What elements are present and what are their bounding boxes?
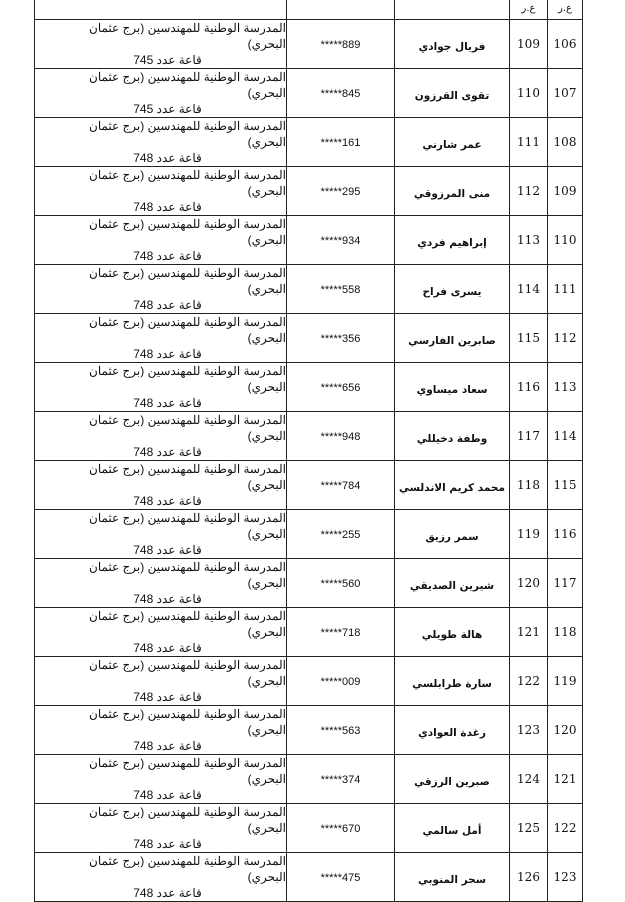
row-name-cell: وطفة دخيللي [395, 412, 510, 461]
room-number: قاعة عدد 748 [133, 347, 202, 361]
row-number-cell: 114 [510, 265, 548, 314]
row-name-cell: فريال جوادي [395, 20, 510, 69]
row-number-cell: 113 [510, 216, 548, 265]
table-row [35, 804, 583, 853]
row-room-cell [35, 314, 287, 363]
row-room-cell [35, 265, 287, 314]
row-seq-cell: 122 [548, 804, 583, 853]
row-name-cell: إبراهيم فردي [395, 216, 510, 265]
row-number-cell: 116 [510, 363, 548, 412]
row-name-cell: عمر شارني [395, 118, 510, 167]
room-institution: المدرسة الوطنية للمهندسين (برج عثمان البحري) [89, 315, 286, 345]
room-institution: المدرسة الوطنية للمهندسين (برج عثمان البحري) [89, 854, 286, 884]
row-id-cell: *****009 [287, 657, 395, 706]
table-row [35, 20, 583, 69]
room-institution: المدرسة الوطنية للمهندسين (برج عثمان البحري) [89, 21, 286, 51]
row-seq-cell: 117 [548, 559, 583, 608]
row-room-cell [35, 461, 287, 510]
table-row [35, 608, 583, 657]
row-room-cell [35, 559, 287, 608]
document-page [40, 0, 583, 902]
room-institution: المدرسة الوطنية للمهندسين (برج عثمان البحري) [89, 266, 286, 296]
row-name-cell: سمر رزيق [395, 510, 510, 559]
row-id-cell: *****356 [287, 314, 395, 363]
room-institution: المدرسة الوطنية للمهندسين (برج عثمان البحري) [89, 462, 286, 492]
row-number-cell: 126 [510, 853, 548, 902]
row-seq-cell: 123 [548, 853, 583, 902]
row-number-cell: 111 [510, 118, 548, 167]
row-seq-cell: 114 [548, 412, 583, 461]
row-id-cell: *****784 [287, 461, 395, 510]
row-name-cell: أمل سالمي [395, 804, 510, 853]
row-name-cell: يسرى فراح [395, 265, 510, 314]
room-number: قاعة عدد 745 [133, 53, 202, 67]
row-number-cell: 123 [510, 706, 548, 755]
row-number-cell: 118 [510, 461, 548, 510]
row-id-cell: *****295 [287, 167, 395, 216]
room-institution: المدرسة الوطنية للمهندسين (برج عثمان البحري) [89, 70, 286, 100]
room-number: قاعة عدد 748 [133, 788, 202, 802]
table-row [35, 461, 583, 510]
table-row [35, 706, 583, 755]
table-row [35, 69, 583, 118]
room-number: قاعة عدد 748 [133, 690, 202, 704]
row-seq-cell: 110 [548, 216, 583, 265]
row-name-cell: تقوى القرزون [395, 69, 510, 118]
row-room-cell [35, 706, 287, 755]
room-institution: المدرسة الوطنية للمهندسين (برج عثمان البحري) [89, 511, 286, 541]
row-id-cell: *****889 [287, 20, 395, 69]
row-id-cell: *****948 [287, 412, 395, 461]
room-institution: المدرسة الوطنية للمهندسين (برج عثمان البحري) [89, 560, 286, 590]
row-seq-cell: 108 [548, 118, 583, 167]
row-id-cell: *****161 [287, 118, 395, 167]
header-seq: ع.ر [548, 0, 583, 20]
row-number-cell: 110 [510, 69, 548, 118]
row-room-cell [35, 167, 287, 216]
room-number: قاعة عدد 748 [133, 298, 202, 312]
row-room-cell [35, 412, 287, 461]
row-id-cell: *****374 [287, 755, 395, 804]
room-institution: المدرسة الوطنية للمهندسين (برج عثمان البحري) [89, 756, 286, 786]
room-number: قاعة عدد 748 [133, 886, 202, 900]
room-number: قاعة عدد 748 [133, 200, 202, 214]
table-row [35, 657, 583, 706]
row-room-cell [35, 755, 287, 804]
header-name [395, 0, 510, 20]
table-row [35, 265, 583, 314]
row-seq-cell: 113 [548, 363, 583, 412]
row-seq-cell: 107 [548, 69, 583, 118]
row-id-cell: *****560 [287, 559, 395, 608]
row-number-cell: 125 [510, 804, 548, 853]
row-name-cell: رغدة العوادي [395, 706, 510, 755]
row-id-cell: *****656 [287, 363, 395, 412]
row-seq-cell: 111 [548, 265, 583, 314]
room-institution: المدرسة الوطنية للمهندسين (برج عثمان البحري) [89, 609, 286, 639]
row-id-cell: *****845 [287, 69, 395, 118]
row-id-cell: *****563 [287, 706, 395, 755]
row-name-cell: سعاد ميساوي [395, 363, 510, 412]
room-institution: المدرسة الوطنية للمهندسين (برج عثمان البحري) [89, 168, 286, 198]
row-seq-cell: 119 [548, 657, 583, 706]
row-room-cell [35, 118, 287, 167]
row-number-cell: 124 [510, 755, 548, 804]
row-seq-cell: 120 [548, 706, 583, 755]
row-room-cell [35, 216, 287, 265]
table-row [35, 755, 583, 804]
header-room [35, 0, 287, 20]
table-header-row [35, 0, 583, 20]
row-id-cell: *****718 [287, 608, 395, 657]
row-number-cell: 109 [510, 20, 548, 69]
room-number: قاعة عدد 748 [133, 249, 202, 263]
row-seq-cell: 106 [548, 20, 583, 69]
row-seq-cell: 112 [548, 314, 583, 363]
row-number-cell: 120 [510, 559, 548, 608]
row-room-cell [35, 804, 287, 853]
room-number: قاعة عدد 748 [133, 494, 202, 508]
row-number-cell: 117 [510, 412, 548, 461]
room-number: قاعة عدد 748 [133, 151, 202, 165]
room-number: قاعة عدد 748 [133, 396, 202, 410]
table-row [35, 853, 583, 902]
row-id-cell: *****934 [287, 216, 395, 265]
room-number: قاعة عدد 745 [133, 102, 202, 116]
row-room-cell [35, 853, 287, 902]
row-number-cell: 121 [510, 608, 548, 657]
room-institution: المدرسة الوطنية للمهندسين (برج عثمان البحري) [89, 364, 286, 394]
table-row [35, 118, 583, 167]
room-number: قاعة عدد 748 [133, 837, 202, 851]
row-seq-cell: 118 [548, 608, 583, 657]
row-number-cell: 112 [510, 167, 548, 216]
row-seq-cell: 109 [548, 167, 583, 216]
table-row [35, 314, 583, 363]
header-id [287, 0, 395, 20]
row-name-cell: منى المرزوقي [395, 167, 510, 216]
room-number: قاعة عدد 748 [133, 739, 202, 753]
row-name-cell: صبرين الرزقي [395, 755, 510, 804]
row-id-cell: *****475 [287, 853, 395, 902]
row-number-cell: 122 [510, 657, 548, 706]
row-id-cell: *****558 [287, 265, 395, 314]
row-name-cell: سارة طرابلسي [395, 657, 510, 706]
header-num: ع.ر [510, 0, 548, 20]
table-row [35, 412, 583, 461]
room-institution: المدرسة الوطنية للمهندسين (برج عثمان البحري) [89, 217, 286, 247]
row-id-cell: *****670 [287, 804, 395, 853]
row-room-cell [35, 510, 287, 559]
row-name-cell: هالة طويلي [395, 608, 510, 657]
room-number: قاعة عدد 748 [133, 641, 202, 655]
room-number: قاعة عدد 748 [133, 543, 202, 557]
room-number: قاعة عدد 748 [133, 592, 202, 606]
row-room-cell [35, 657, 287, 706]
room-institution: المدرسة الوطنية للمهندسين (برج عثمان البحري) [89, 119, 286, 149]
row-room-cell [35, 363, 287, 412]
room-institution: المدرسة الوطنية للمهندسين (برج عثمان البحري) [89, 707, 286, 737]
row-seq-cell: 115 [548, 461, 583, 510]
table-row [35, 363, 583, 412]
row-number-cell: 119 [510, 510, 548, 559]
table-row [35, 167, 583, 216]
row-name-cell: صابرين الفارسي [395, 314, 510, 363]
row-room-cell [35, 20, 287, 69]
candidates-table [34, 0, 583, 902]
room-institution: المدرسة الوطنية للمهندسين (برج عثمان البحري) [89, 658, 286, 688]
table-row [35, 216, 583, 265]
row-room-cell [35, 69, 287, 118]
row-name-cell: محمد كريم الاندلسي [395, 461, 510, 510]
table-row [35, 559, 583, 608]
row-name-cell: سحر المنوبي [395, 853, 510, 902]
row-room-cell [35, 608, 287, 657]
row-id-cell: *****255 [287, 510, 395, 559]
row-number-cell: 115 [510, 314, 548, 363]
room-institution: المدرسة الوطنية للمهندسين (برج عثمان البحري) [89, 413, 286, 443]
row-name-cell: شيرين الصديقي [395, 559, 510, 608]
room-number: قاعة عدد 748 [133, 445, 202, 459]
row-seq-cell: 121 [548, 755, 583, 804]
room-institution: المدرسة الوطنية للمهندسين (برج عثمان البحري) [89, 805, 286, 835]
row-seq-cell: 116 [548, 510, 583, 559]
table-row [35, 510, 583, 559]
